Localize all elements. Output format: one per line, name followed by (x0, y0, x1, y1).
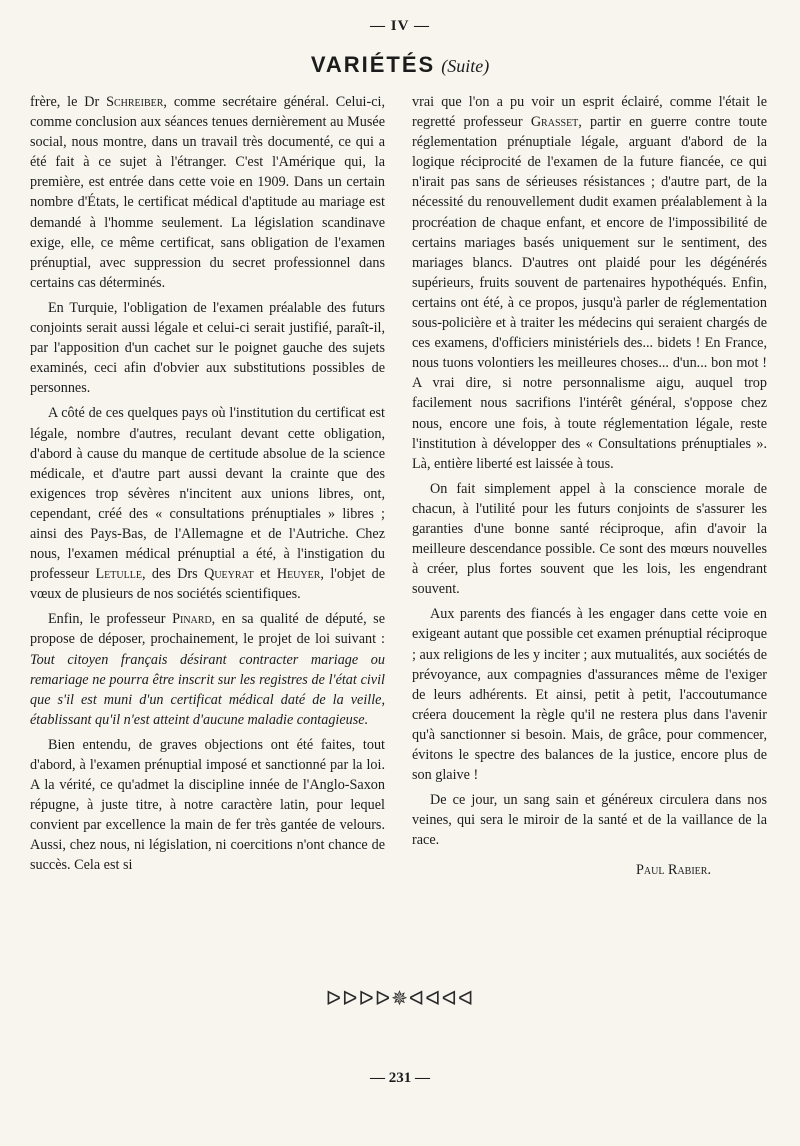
page-number: — 231 — (370, 1070, 430, 1086)
paragraph: On fait simplement appel à la conscience morale de chacun, à l'utilité pour les futurs conjoints de s'assurer les garanties d'une bonne santé réciproque, afin d'avoir la meilleure descendance possible. Ce sont des mœurs nouvelles à créer, plus fortes souvent que les lois, les engendrant souvent. (412, 480, 767, 598)
left-column (30, 92, 385, 876)
section-title: VARIÉTÉS (310, 52, 436, 77)
page-roman-numeral: — IV — (370, 18, 430, 34)
right-column (412, 92, 767, 881)
section-heading (0, 52, 800, 78)
paragraph: vrai que l'on a pu voir un esprit éclairé, comme l'était le regretté professeur Grasset, partir en guerre contre toute réglementation prénuptiale légale, arguant d'abord de la logique réciprocité de l'examen de la future fiancée, ce qui n'irait pas sans de sérieuses résistances ; d'autre part, de la nécessité du renouvellement dudit examen préalablement à la procréation de chaque enfant, et encore de l'impossibilité de certains mariages basés uniquement sur le sentiment, des mariages blancs. D'autres ont plaidé pour les dégénérés supérieurs, fruits souvent de partenaires hypothéqués. Enfin, certains ont été, à ce propos, jusqu'à parler de réglementation sous-policière et à traiter les médecins qui seraient chargés de ces examens, d'officiers ministériels des... bidets ! En France, nous tuons volontiers les meilleures choses... d'un... bon mot ! A vrai dire, si notre personnalisme aigu, auquel trop facilement nous sacrifions l'intérêt général, s'oppose chez nous, encore une fois, à toute réglementation légale, reste l'institution à développer des « Consultations prénuptiales ». Là, entière liberté est laissée à tous. (412, 94, 767, 472)
paragraph: Bien entendu, de graves objections ont été faites, tout d'abord, à l'examen prénuptial imposé et sanctionné par la loi. A la vérité, ce qu'admet la discipline innée de l'Anglo-Saxon répugne, à juste titre, à notre caractère latin, pour lequel convient par excellence la main de fer très gantée de velours. Aussi, chez nous, ni législation, ni coercitions n'ont chance de succès. Cela est si (30, 736, 385, 874)
paragraph: De ce jour, un sang sain et généreux circulera dans nos veines, qui sera le miroir de la santé et de la vaillance de la race. (412, 792, 767, 849)
decorative-ornament: ᐅᐅᐅᐅ✵ᐊᐊᐊᐊ (325, 988, 475, 1010)
paragraph: Aux parents des fiancés à les engager dans cette voie en exigeant autant que possible cet examen prénuptial réciproque ; aux religions de les y inciter ; aux mutualités, aux sociétés de prévoyance, aux compagnies d'assurances même de l'exiger de leurs adhérents. Et ainsi, petit à petit, l'accoutumance créera doucement la règle qu'il ne restera plus dans l'avenir qu'à sanctionner si besoin. Mais, de grâce, pour commencer, évitons le spectre des balances de la justice, encore plus de son glaive ! (412, 606, 767, 784)
bill-text: Tout citoyen français désirant contracter mariage ou remariage ne pourra être inscrit sur les registres de l'état civil que s'il est muni d'un certificat médical daté de la veille, établissant qu'il n'est atteint d'aucune maladie contagieuse. (30, 651, 385, 728)
section-subtitle: (Suite) (441, 56, 490, 76)
paragraph: A côté de ces quelques pays où l'institution du certificat est légale, nombre d'autres, reculant devant cette obligation, d'abord à cause du manque de certitude absolue de la science médicale, et d'autre part aussi devant la crainte que des exigences trop sévères n'incitent aux unions libres, ont, cependant, créé des « consultations prénuptiales » libres ; ainsi des Pays-Bas, de l'Allemagne et de l'Autriche. Chez nous, l'examen médical prénuptial a été, à l'instigation du professeur Letulle, des Drs Queyrat et Heuyer, l'objet de vœux de plusieurs de nos sociétés scientifiques. (30, 405, 386, 603)
paragraph: En Turquie, l'obligation de l'examen préalable des futurs conjoints serait aussi légale et celui-ci serait justifié, paraît-il, par l'apposition d'un cachet sur le poignet gauche des sujets examinés, ceci afin d'obvier aux substitutions possibles de personnes. (30, 299, 385, 397)
author-signature: Paul Rabier. (636, 862, 711, 879)
paragraph: Enfin, le professeur Pinard, en sa qualité de député, se propose de déposer, prochainement, le projet de loi suivant : Tout citoyen français désirant contracter mariage ou remariage ne pourra être inscrit sur les registres de l'état civil que s'il est muni d'un certificat médical daté de la veille, établissant qu'il n'est atteint d'aucune maladie contagieuse. (30, 611, 386, 728)
paragraph: frère, le Dr Schreiber, comme secrétaire général. Celui-ci, comme conclusion aux séances tenues dernièrement au Musée social, nous montre, dans un travail très documenté, ce qui a été fait à ce sujet à l'étranger. C'est l'Amérique qui, la première, est entrée dans cette voie en 1909. Dans un certain nombre d'États, le certificat médical d'aptitude au mariage est demandé à l'homme seulement. La législation scandinave exige, elle, ce même certificat, sans obligation de l'examen prénuptial, avec suppression du secret professionnel dans certains cas déterminés. (30, 94, 385, 291)
